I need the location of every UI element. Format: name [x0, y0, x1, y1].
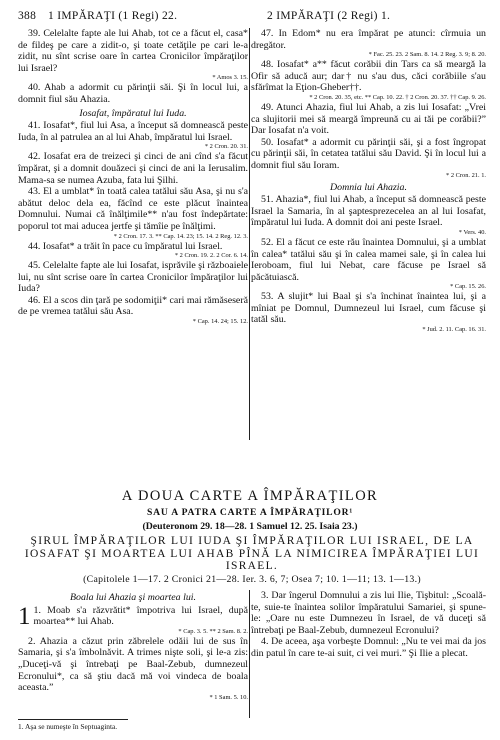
- book-subtitle: SAU A PATRA CARTE A ÎMPĂRAŢILOR¹: [146, 507, 354, 518]
- verse-40: 40. Ahab a adormit cu părinţii săi. Şi în locul lui, a domnit fiul său Ahazia.: [18, 82, 248, 105]
- verse-2: 2. Ahazia a căzut prin zăbrelele odăii lui de sus în Samaria, şi s'a îmbolnăvit. A trimes nişte soli, şi le-a zis: „Duceţi-vă şi întrebaţi pe Baal-Zebub, dumnezeul Ecronului*, ca să ştiu dacă mă voi vindeca de boala aceasta.”: [18, 635, 248, 694]
- cross-reference: * 2 Cron. 20. 35, etc. ** Cap. 10. 22. † 2 Cron. 20. 37. †† Cap. 9. 26.: [309, 93, 486, 101]
- cross-reference: * 2 Cron. 17. 3. ** Cap. 14. 23; 15. 14. 2 Reg. 12. 3.: [113, 232, 248, 240]
- summary-references: (Capitolele 1—17. 2 Cronici 21—28. Ier. 3. 6, 7; Osea 7; 10. 1—11; 13. 1—13.): [83, 574, 421, 585]
- running-header: [18, 10, 488, 24]
- verse-39: 39. Celelalte fapte ale lui Ahab, tot ce a făcut el, casa* de fildeş pe care a zidit-o, şi toate cetăţile pe cari le-a zidit, nu sînt scrise oare în cartea Cronicilor împăraţilor lui Israel?: [18, 28, 248, 74]
- cross-reference: * 2 Cron. 20. 31.: [204, 143, 248, 151]
- header-right-title: 2 IMPĂRAŢI (2 Regi) 1.: [267, 10, 391, 22]
- page-number: 388: [18, 10, 37, 22]
- cross-reference: * 2 Cron. 21. 1.: [446, 171, 486, 179]
- section-heading: Boala lui Ahazia şi moartea lui.: [69, 592, 196, 603]
- cross-reference: * Vers. 40.: [458, 228, 486, 236]
- verse-47: 47. In Edom* nu era împărat pe atunci: cîrmuia un dregător.: [251, 28, 486, 51]
- section-heading: Domnia lui Ahazia.: [330, 181, 407, 193]
- verse-46: 46. El a scos din ţară pe sodomiţii* cari mai rămăseseră de pe vremea tatălui său Asa.: [18, 294, 248, 318]
- chapter-number: 1: [18, 602, 31, 630]
- verse-49: 49. Atunci Ahazia, fiul lui Ahab, a zis lui Iosafat: „Vrei ca slujitorii mei să meargă împreună cu ai tăi pe corăbii?” Dar Iosafat n'a voit.: [251, 101, 486, 137]
- verse-45: 45. Celelalte fapte ale lui Iosafat, isprăvile şi războaiele lui, nu sînt scrise oare în cartea Cronicilor împăraţilor lui Iuda?: [18, 260, 248, 295]
- verse-48: 48. Iosafat* a** făcut corăbii din Tars ca să meargă la Ofir să aducă aur; dar† nu s'au dus, căci corăbiile s'au sfărîmat la Eţion-Gheber††.: [251, 59, 486, 94]
- cross-reference: * Cap. 15. 26.: [450, 283, 486, 291]
- verse-52: 52. El a făcut ce este rău înaintea Domnului, şi a umblat în calea* tatălui său şi în calea mamei sale, şi în calea lui Ieroboam, fiul lui Nebat, care făcuse pe Israel să păcătuiască.: [251, 236, 486, 283]
- verse-42: 42. Iosafat era de treizeci şi cinci de ani cînd s'a făcut împărat, şi a domnit douăzeci şi cinci de ani la Ierusalim. Mama-sa se numea Azuba, fata lui Şilhi.: [18, 151, 248, 186]
- verse-50: 50. Iosafat* a adormit cu părinţii săi, şi a fost îngropat cu părinţii săi, în cetatea tatălui său David. Şi în locul lui a domnit fiul său Ioram.: [251, 136, 486, 171]
- verse-44: 44. Iosafat* a trăit în pace cu împăratul lui Israel.: [28, 240, 223, 252]
- book-title: A DOUA CARTE A ÎMPĂRAŢILOR: [121, 488, 379, 504]
- verse-53: 53. A slujit* lui Baal şi s'a închinat înaintea lui, şi a mîniat pe Domnul, Dumnezeul lui Israel, cum făcuse şi tatăl său.: [251, 291, 486, 326]
- right-column: [251, 28, 486, 334]
- cross-reference: * Fac. 25. 23. 2 Sam. 8. 14. 2 Reg. 3. 9; 8. 20.: [368, 51, 486, 59]
- verse-43: 43. El a umblat* în toată calea tatălui său Asa, şi nu s'a abătut deloc dela ea, făcînd ce este plăcut înaintea Domnului. Numai că înălţimile** n'au fost îndepărtate: poporul tot mai aducea jertfe şi tămîie pe înălţimi.: [18, 186, 248, 232]
- verse-3: 3. Dar îngerul Domnului a zis lui Ilie, Tişbitul: „Scoală-te, suie-te înaintea solilor împăratului Samariei, şi spune-le: „Oare nu este Dumnezeu în Israel, de vă duceţi să întrebaţi pe Baal-Zebub, dumnezeul Ecronului?: [251, 590, 486, 636]
- cross-reference: * Cap. 3. 5. ** 2 Sam. 8. 2.: [178, 627, 248, 635]
- section-heading: Iosafat, împăratul lui Iuda.: [79, 107, 187, 119]
- cross-reference: * Cap. 14. 24; 15. 12.: [192, 318, 248, 326]
- column-divider: [249, 28, 250, 440]
- verse-41: 41. Iosafat*, fiul lui Asa, a început să domnească peste Iuda, în al patrulea an al lui Ahab, împăratul lui Israel.: [18, 120, 248, 143]
- verse-51: 51. Ahazia*, fiul lui Ahab, a început să domnească peste Israel la Samaria, în al şaptesprezecelea an al lui Iosafat, împăratul lui Iuda. A domnit doi ani peste Israel.: [251, 194, 486, 229]
- book-references: (Deuteronom 29. 18—28. 1 Samuel 12. 25. Isaia 23.): [142, 521, 358, 532]
- cross-reference: * Jud. 2. 11. Cap. 16. 31.: [422, 326, 486, 334]
- column-divider: [249, 590, 250, 718]
- verse-1-text: 1. Moab s'a răzvrătit* împotriva lui Israel, după moartea** lui Ahab.: [33, 604, 248, 628]
- left-column-chapter-1: [18, 590, 248, 702]
- header-left-title: 1 IMPĂRAŢI (1 Regi) 22.: [48, 10, 178, 22]
- left-column: [18, 28, 248, 326]
- cross-reference: * 1 Sam. 5. 10.: [209, 693, 248, 701]
- verse-1: [18, 602, 248, 630]
- book-summary: ŞIRUL ÎMPĂRAŢILOR LUI IUDA ŞI ÎMPĂRAŢILOR LUI ISRAEL, DE LA IOSAFAT ŞI MOARTEA LUI AHAB PÎNĂ LA NIMICIREA ÎMPĂRAŢIEI LUI ISRAEL.: [24, 535, 480, 573]
- footnote-rule: [18, 719, 128, 720]
- right-column-chapter-1: [251, 590, 486, 660]
- footnote: 1. Aşa se numeşte în Septuaginta.: [18, 722, 118, 731]
- cross-reference: * Amos 3. 15.: [212, 74, 248, 82]
- verse-4: 4. De aceea, aşa vorbeşte Domnul: „Nu te vei mai da jos din patul în care te-ai suit, ci vei muri.” Şi Ilie a plecat.: [251, 636, 486, 659]
- cross-reference: * 2 Cron. 19. 2. 2 Cor. 6. 14.: [174, 252, 248, 260]
